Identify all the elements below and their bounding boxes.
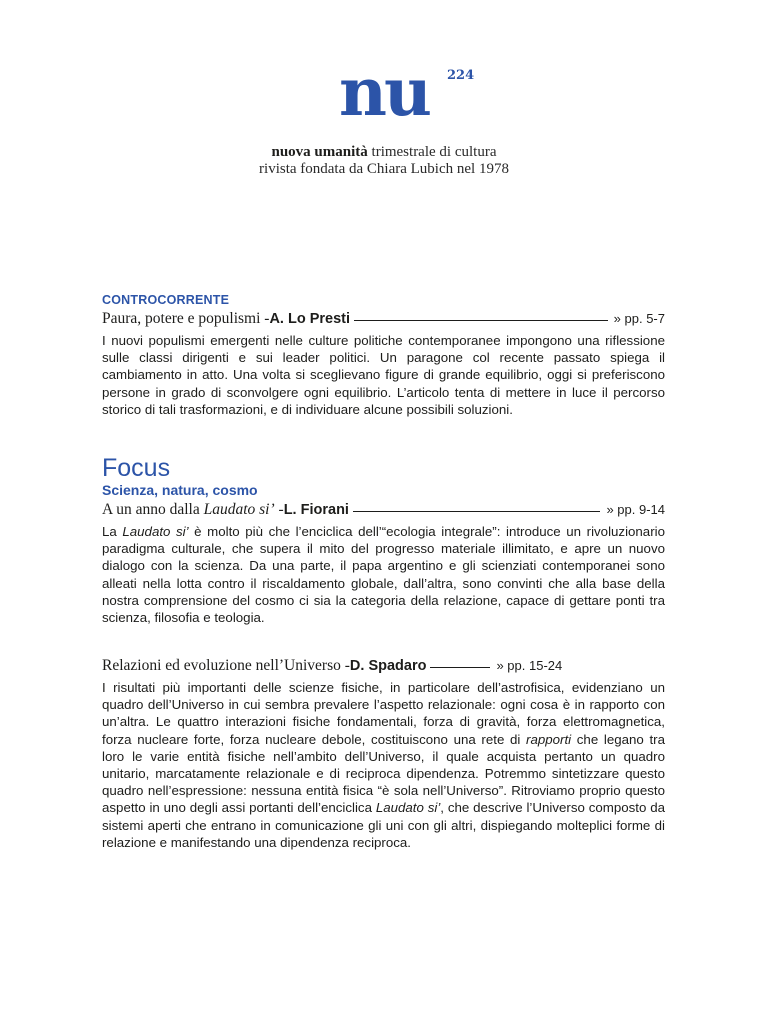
title-italic: Laudato si’ xyxy=(203,501,275,518)
masthead xyxy=(0,53,768,178)
abstract-italic: Laudato si’ xyxy=(375,800,441,816)
article-entry-title xyxy=(102,309,665,329)
article-title: Relazioni ed evoluzione nell’Universo - xyxy=(102,657,350,674)
article-abstract: I nuovi populismi emergenti nelle culture politiche contemporanee impongono una riflessione sulle classi dirigenti e sui leader politici. Un paragone col recente passato spiega il cambiamento in atto. Una volta si sceglievano figure di grande equilibrio, oggi si preferiscono persone in grado di sconvolgere ogni equilibrio. L’articolo tenta di mettere in luce il percorso storico di tali trasformazioni, e di individuare alcune possibili soluzioni. xyxy=(102,333,665,417)
focus-heading: Focus xyxy=(102,454,171,482)
section-controcorrente xyxy=(102,293,665,418)
section-kicker: CONTROCORRENTE xyxy=(102,293,230,307)
logo-text: nu xyxy=(339,53,429,131)
article-author: L. Fiorani xyxy=(283,502,349,518)
article-title xyxy=(102,500,284,519)
tagline xyxy=(0,144,768,178)
leader-rule xyxy=(353,511,601,512)
article-abstract xyxy=(102,523,665,626)
abstract-italic: rapporti xyxy=(526,731,572,747)
title-text: - xyxy=(274,501,284,518)
section-focus xyxy=(102,454,665,626)
journal-logo xyxy=(339,53,475,131)
abstract-text: I risultati più importanti delle scienze fisiche, in particolare dell’astrofisica, evidenziano un quadro dell’Universo in cui sembra prevalere l’aspetto relazionale: ogni cosa è in rapporto con un’altra. Le quattro interazioni fisiche fondamentali, forza di gravità, forza elettromagnetica, forza nucleare forte, forza nucleare debole, costituiscono una rete di xyxy=(102,680,665,747)
article-entry xyxy=(102,500,665,626)
article-author: D. Spadaro xyxy=(349,658,427,674)
abstract-text: , che descrive l’Universo composto da sistemi aperti che entrano in comunicazione gli uni con gli altri, dispiegando molteplici forme di relazione e manifestando una dipendenza reciproca. xyxy=(102,800,665,850)
journal-name: nuova umanità xyxy=(271,144,368,160)
leader-rule xyxy=(354,320,608,321)
article-pages: » pp. 5-7 xyxy=(613,311,665,326)
article-pages: » pp. 15-24 xyxy=(496,658,563,673)
abstract-text: è molto più che l’enciclica dell’“ecologia integrale”: introduce un rivoluzionario paradigma culturale, che supera il mito del progresso materiale illimitato, e apre un nuovo dialogo con la scienza. Da una parte, il papa argentino e gli scienziati contemporanei sono alleati nella lotta contro il riscaldamento globale, dall’altra, sono convinti che alla base della nostra comprensione del cosmo ci sia la categoria della relazione, capace di gettare ponti tra scienza, filosofia e teologia. xyxy=(102,524,665,626)
article-entry xyxy=(102,654,665,851)
journal-description: trimestrale di cultura xyxy=(367,144,497,160)
issue-number: 224 xyxy=(447,68,475,83)
journal-founding: rivista fondata da Chiara Lubich nel 1978 xyxy=(259,161,509,177)
article-entry-title xyxy=(102,500,665,520)
abstract-text: La xyxy=(102,524,123,539)
title-text: A un anno dalla xyxy=(102,501,204,518)
article-pages: » pp. 9-14 xyxy=(606,502,665,517)
article-entry-title xyxy=(102,656,665,676)
article-title: Paura, potere e populismi - xyxy=(102,310,270,327)
abstract-italic: Laudato si’ xyxy=(122,524,189,539)
article-author: A. Lo Presti xyxy=(269,311,351,327)
article-abstract xyxy=(102,679,665,851)
focus-subheading: Scienza, natura, cosmo xyxy=(102,482,258,498)
leader-rule xyxy=(430,667,490,668)
abstract-text: che legano tra loro le varie entità fisiche nell’ambito dell’Universo, il quale acquista pertanto un quadro unitario, marcatamente relazionale e di reciproca dipendenza. Potremmo sintetizzare questo quadro nell’espressione: nessuna entità fisica “è sola nell’Universo”. Ritroviamo proprio questo aspetto in uno degli assi portanti dell’enciclica xyxy=(102,731,665,816)
